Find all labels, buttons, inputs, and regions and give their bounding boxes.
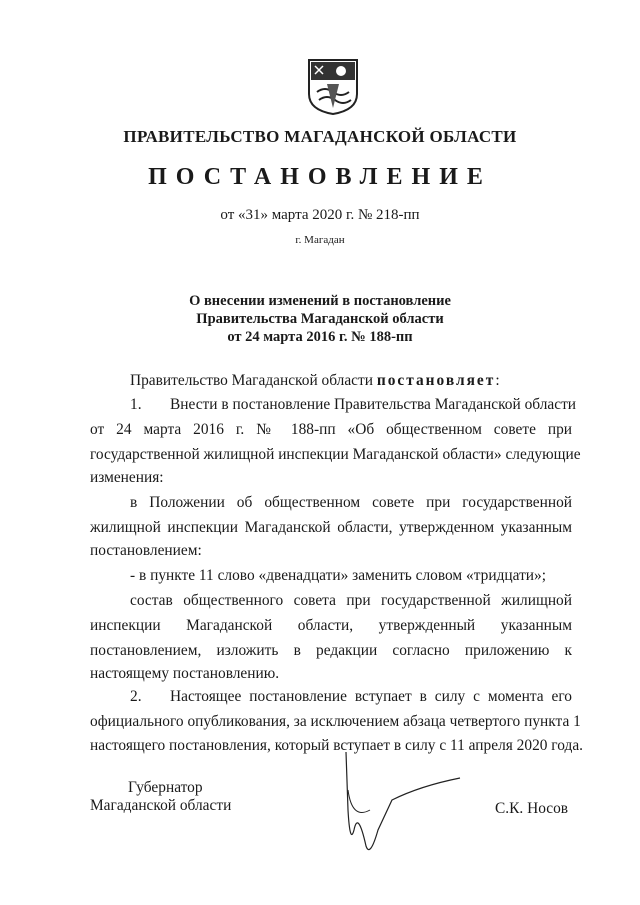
paragraph-line: состав общественного совета при государственной жилищной	[130, 592, 572, 609]
paragraph-line: в Положении об общественном совете при государственной	[130, 494, 572, 511]
paragraph-line: - в пункте 11 слово «двенадцати» заменить словом «тридцати»;	[130, 567, 546, 584]
paragraph-line: жилищной инспекции Магаданской области, утвержденном указанным	[90, 519, 572, 536]
paragraph-line: изменения:	[90, 469, 164, 486]
intro-text: Правительство Магаданской области	[130, 372, 377, 389]
signatory-name: С.К. Носов	[495, 800, 569, 817]
signatory-role: Магаданской области	[90, 797, 232, 814]
intro-resolves: постановляет	[376, 372, 496, 389]
organization-title: ПРАВИТЕЛЬСТВО МАГАДАНСКОЙ ОБЛАСТИ	[123, 127, 517, 146]
paragraph-line: постановлением:	[90, 542, 202, 559]
document-type-heading: ПОСТАНОВЛЕНИЕ	[148, 164, 492, 190]
subject-line: О внесении изменений в постановление	[189, 293, 451, 309]
intro-line	[130, 372, 500, 390]
paragraph-line: постановлением, изложить в редакции согласно приложению к	[90, 642, 572, 659]
paragraph-line: от 24 марта 2016 г. № 188-пп «Об общественном совете при	[90, 421, 572, 438]
paragraph-number: 2.	[130, 688, 142, 705]
coat-of-arms-emblem	[307, 58, 359, 116]
paragraph-line: настоящего постановления, который вступает в силу с 11 апреля 2020 года.	[90, 737, 583, 754]
paragraph-line: инспекции Магаданской области, утвержденный указанным	[90, 617, 572, 634]
paragraph-number: 1.	[130, 396, 142, 413]
paragraph-line: Настоящее постановление вступает в силу с момента его	[170, 688, 572, 705]
paragraph-line: государственной жилищной инспекции Магаданской области» следующие	[90, 446, 581, 463]
paragraph-line: настоящему постановлению.	[90, 665, 280, 682]
paragraph-line: Внести в постановление Правительства Магаданской области	[170, 396, 577, 413]
subject-line: от 24 марта 2016 г. № 188-пп	[227, 329, 413, 345]
document-city: г. Магадан	[295, 234, 345, 246]
handwritten-signature	[340, 750, 470, 860]
intro-colon: :	[495, 372, 500, 389]
signatory-role: Губернатор	[128, 779, 203, 796]
paragraph-line: официального опубликования, за исключением абзаца четвертого пункта 1	[90, 713, 581, 730]
subject-line: Правительства Магаданской области	[196, 311, 444, 327]
document-date-number: от «31» марта 2020 г. № 218-пп	[220, 207, 420, 223]
